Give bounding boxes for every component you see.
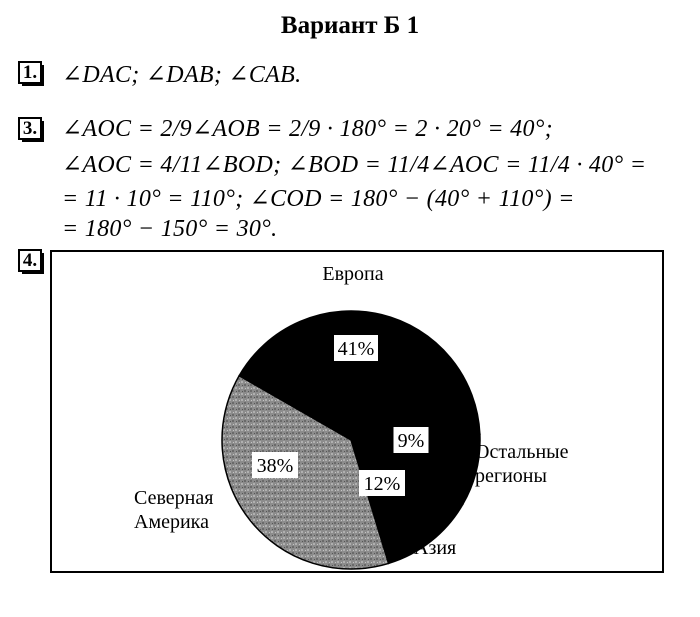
problem-3-line-2: ∠AOC = 4/11∠BOD; ∠BOD = 11/4∠AOC = 11/4 · 40° = — [62, 152, 647, 178]
pie-value-label-2: 12% — [363, 473, 401, 495]
label-aziya: Азия — [414, 537, 457, 559]
problem-number-1: 1. — [18, 61, 42, 84]
chart-frame — [50, 250, 664, 573]
label-ostalnye: Остальные — [475, 441, 569, 463]
page-title: Вариант Б 1 — [280, 12, 420, 39]
problem-number-4: 4. — [18, 249, 42, 272]
pie-value-label-1: 9% — [397, 430, 425, 452]
label-evropa: Европа — [322, 263, 384, 285]
problem-number-3: 3. — [18, 117, 42, 140]
pie-value-label-0: 41% — [337, 338, 375, 360]
pie-value-label-3: 38% — [256, 455, 294, 477]
pie-chart — [52, 252, 662, 571]
label-amerika: Америка — [134, 511, 209, 533]
label-regiony: регионы — [475, 465, 547, 487]
problem-3-line-3: = 11 · 10° = 110°; ∠COD = 180° − (40° + 110°) = — [62, 186, 575, 212]
label-severnaya: Северная — [134, 487, 214, 509]
problem-1-line-1: ∠DAC; ∠DAB; ∠CAB. — [62, 62, 302, 88]
problem-3-line-4: = 180° − 150° = 30°. — [62, 216, 278, 242]
problem-3-line-1: ∠AOC = 2/9∠AOB = 2/9 · 180° = 2 · 20° = 40°; — [62, 116, 553, 142]
